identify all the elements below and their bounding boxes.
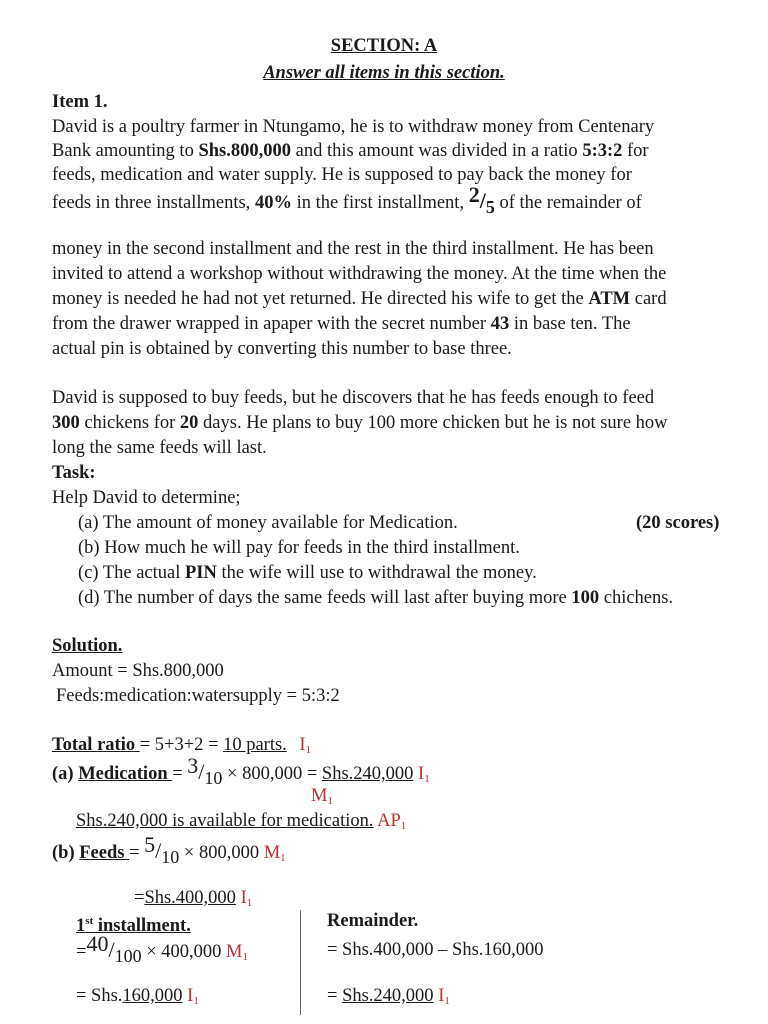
mark-m1: $M_1$ [311, 786, 333, 807]
text: in base ten. The [509, 314, 631, 334]
secret-number-bold: 43 [490, 314, 510, 334]
task-intro: Help David to determine; [52, 488, 241, 508]
item-title: Item 1. [52, 92, 108, 112]
task-d [78, 586, 673, 611]
percent-bold: 40% [254, 193, 292, 213]
text: × 800,000 [179, 843, 264, 863]
first-installment-result [76, 984, 199, 1014]
remainder-result [327, 984, 450, 1014]
medication-conclusion [76, 809, 406, 839]
text: (d) The number of days the same feeds will last after buying more [78, 588, 572, 608]
text-line: long the same feeds will last. [52, 438, 267, 458]
mark-i1: $I_1$ [299, 735, 312, 756]
first-installment-title: 1st installment. [76, 915, 191, 936]
task-b: (b) How much he will pay for feeds in the third installment. [78, 538, 520, 558]
medication-answer: Shs.240,000 [321, 764, 414, 784]
remainder-calc: = Shs.400,000 – Shs.160,000 [327, 940, 544, 960]
text: feeds in three installments, [52, 193, 255, 213]
section-title: SECTION: A [330, 36, 438, 56]
solution-ratio: Feeds:medication:watersupply = 5:3:2 [56, 686, 340, 706]
text: = [134, 888, 145, 908]
scores-label: (20 scores) [636, 513, 720, 533]
fraction-slash: / [155, 838, 162, 863]
fraction-numerator: 5 [144, 832, 156, 857]
text-line: invited to attend a workshop without withdrawing the money. At the time when the [52, 264, 667, 284]
feeds-line [52, 832, 286, 871]
part-label: (a) [52, 764, 79, 784]
total-ratio-line [52, 733, 311, 763]
text: money is needed he had not yet returned. He directed his wife to get the [52, 289, 589, 309]
remainder-title: Remainder. [327, 911, 419, 931]
mark-m1: $M_1$ [226, 942, 248, 963]
ratio-bold: 5:3:2 [582, 141, 623, 161]
text: = [76, 942, 87, 962]
hundred-bold: 100 [571, 588, 600, 608]
fraction-slash: / [479, 188, 486, 213]
chickens-count-bold: 300 [52, 413, 80, 433]
mark-i1: $I_1$ [413, 764, 430, 785]
total-ratio-label: Total ratio [52, 735, 140, 755]
section-instruction: Answer all items in this section. [263, 63, 505, 83]
text: of the remainder of [494, 193, 642, 213]
text-line [52, 287, 667, 312]
mark-ap1: $AP_1$ [373, 811, 407, 832]
fraction-numerator: 2 [468, 182, 480, 207]
text: (c) The actual [78, 563, 185, 583]
text: the wife will use to withdrawal the money. [216, 563, 537, 583]
pin-bold: PIN [185, 563, 217, 583]
task-a: (a) The amount of money available for Medication. [78, 513, 458, 533]
mark-i1: $I_1$ [433, 986, 450, 1007]
text: Bank amounting to [52, 141, 199, 161]
task-c [78, 561, 537, 586]
fraction-slash: / [198, 759, 205, 784]
text: = [172, 764, 188, 784]
feeds-answer: Shs.400,000 [144, 888, 236, 908]
text-line [52, 411, 668, 436]
feeds-label: Feeds [79, 843, 130, 863]
text-line [52, 312, 631, 337]
text: × 800,000 = [222, 764, 322, 784]
fraction-numerator: 3 [187, 753, 199, 778]
fraction-denominator: 10 [161, 847, 180, 867]
first-installment-calc [76, 931, 248, 970]
text: chickens for [79, 413, 180, 433]
solution-label: Solution. [52, 636, 123, 656]
column-divider [300, 910, 301, 1015]
text: card [630, 289, 667, 309]
part-label: (b) [52, 843, 80, 863]
medication-line [52, 753, 430, 792]
fraction-denominator: 100 [114, 946, 142, 966]
text: = [327, 986, 343, 1006]
atm-bold: ATM [588, 289, 631, 309]
days-bold: 20 [179, 413, 199, 433]
text: from the drawer wrapped in apaper with the secret number [52, 314, 491, 334]
fraction-denominator: 10 [204, 768, 223, 788]
medication-label: Medication [78, 764, 173, 784]
text-line [52, 139, 649, 164]
mark-m1: $M_1$ [263, 843, 286, 864]
text-line: feeds, medication and water supply. He is supposed to pay back the money for [52, 165, 632, 185]
installment-answer: 160,000 [122, 986, 183, 1006]
task-label: Task: [52, 463, 96, 483]
text: for [622, 141, 649, 161]
text-line: David is a poultry farmer in Ntungamo, he is to withdraw money from Centenary [52, 117, 655, 137]
text: = Shs. [76, 986, 123, 1006]
text-line: money in the second installment and the rest in the third installment. He has been [52, 239, 654, 259]
text: × 400,000 [141, 942, 226, 962]
conclusion-text: Shs.240,000 is available for medication. [76, 811, 374, 831]
text: = 5+3+2 = [139, 735, 224, 755]
text: = [129, 843, 145, 863]
solution-amount: Amount = Shs.800,000 [52, 661, 224, 681]
text: days. He plans to buy 100 more chicken but he is not sure how [198, 413, 668, 433]
mark-i1: $I_1$ [235, 888, 253, 909]
text-line: actual pin is obtained by converting this number to base three. [52, 339, 512, 359]
remainder-answer: Shs.240,000 [342, 986, 434, 1006]
fraction-denominator: 5 [485, 197, 495, 217]
total-ratio-value: 10 parts. [223, 735, 287, 755]
text-line [52, 182, 642, 217]
mark-i1: $I_1$ [182, 986, 199, 1007]
fraction-numerator: 40 [86, 931, 109, 956]
amount-bold: Shs.800,000 [198, 141, 291, 161]
text: in the first installment, [291, 193, 469, 213]
text-line: David is supposed to buy feeds, but he discovers that he has feeds enough to feed [52, 388, 655, 408]
text: and this amount was divided in a ratio [290, 141, 583, 161]
fraction-slash: / [108, 937, 115, 962]
text: chichens. [599, 588, 674, 608]
